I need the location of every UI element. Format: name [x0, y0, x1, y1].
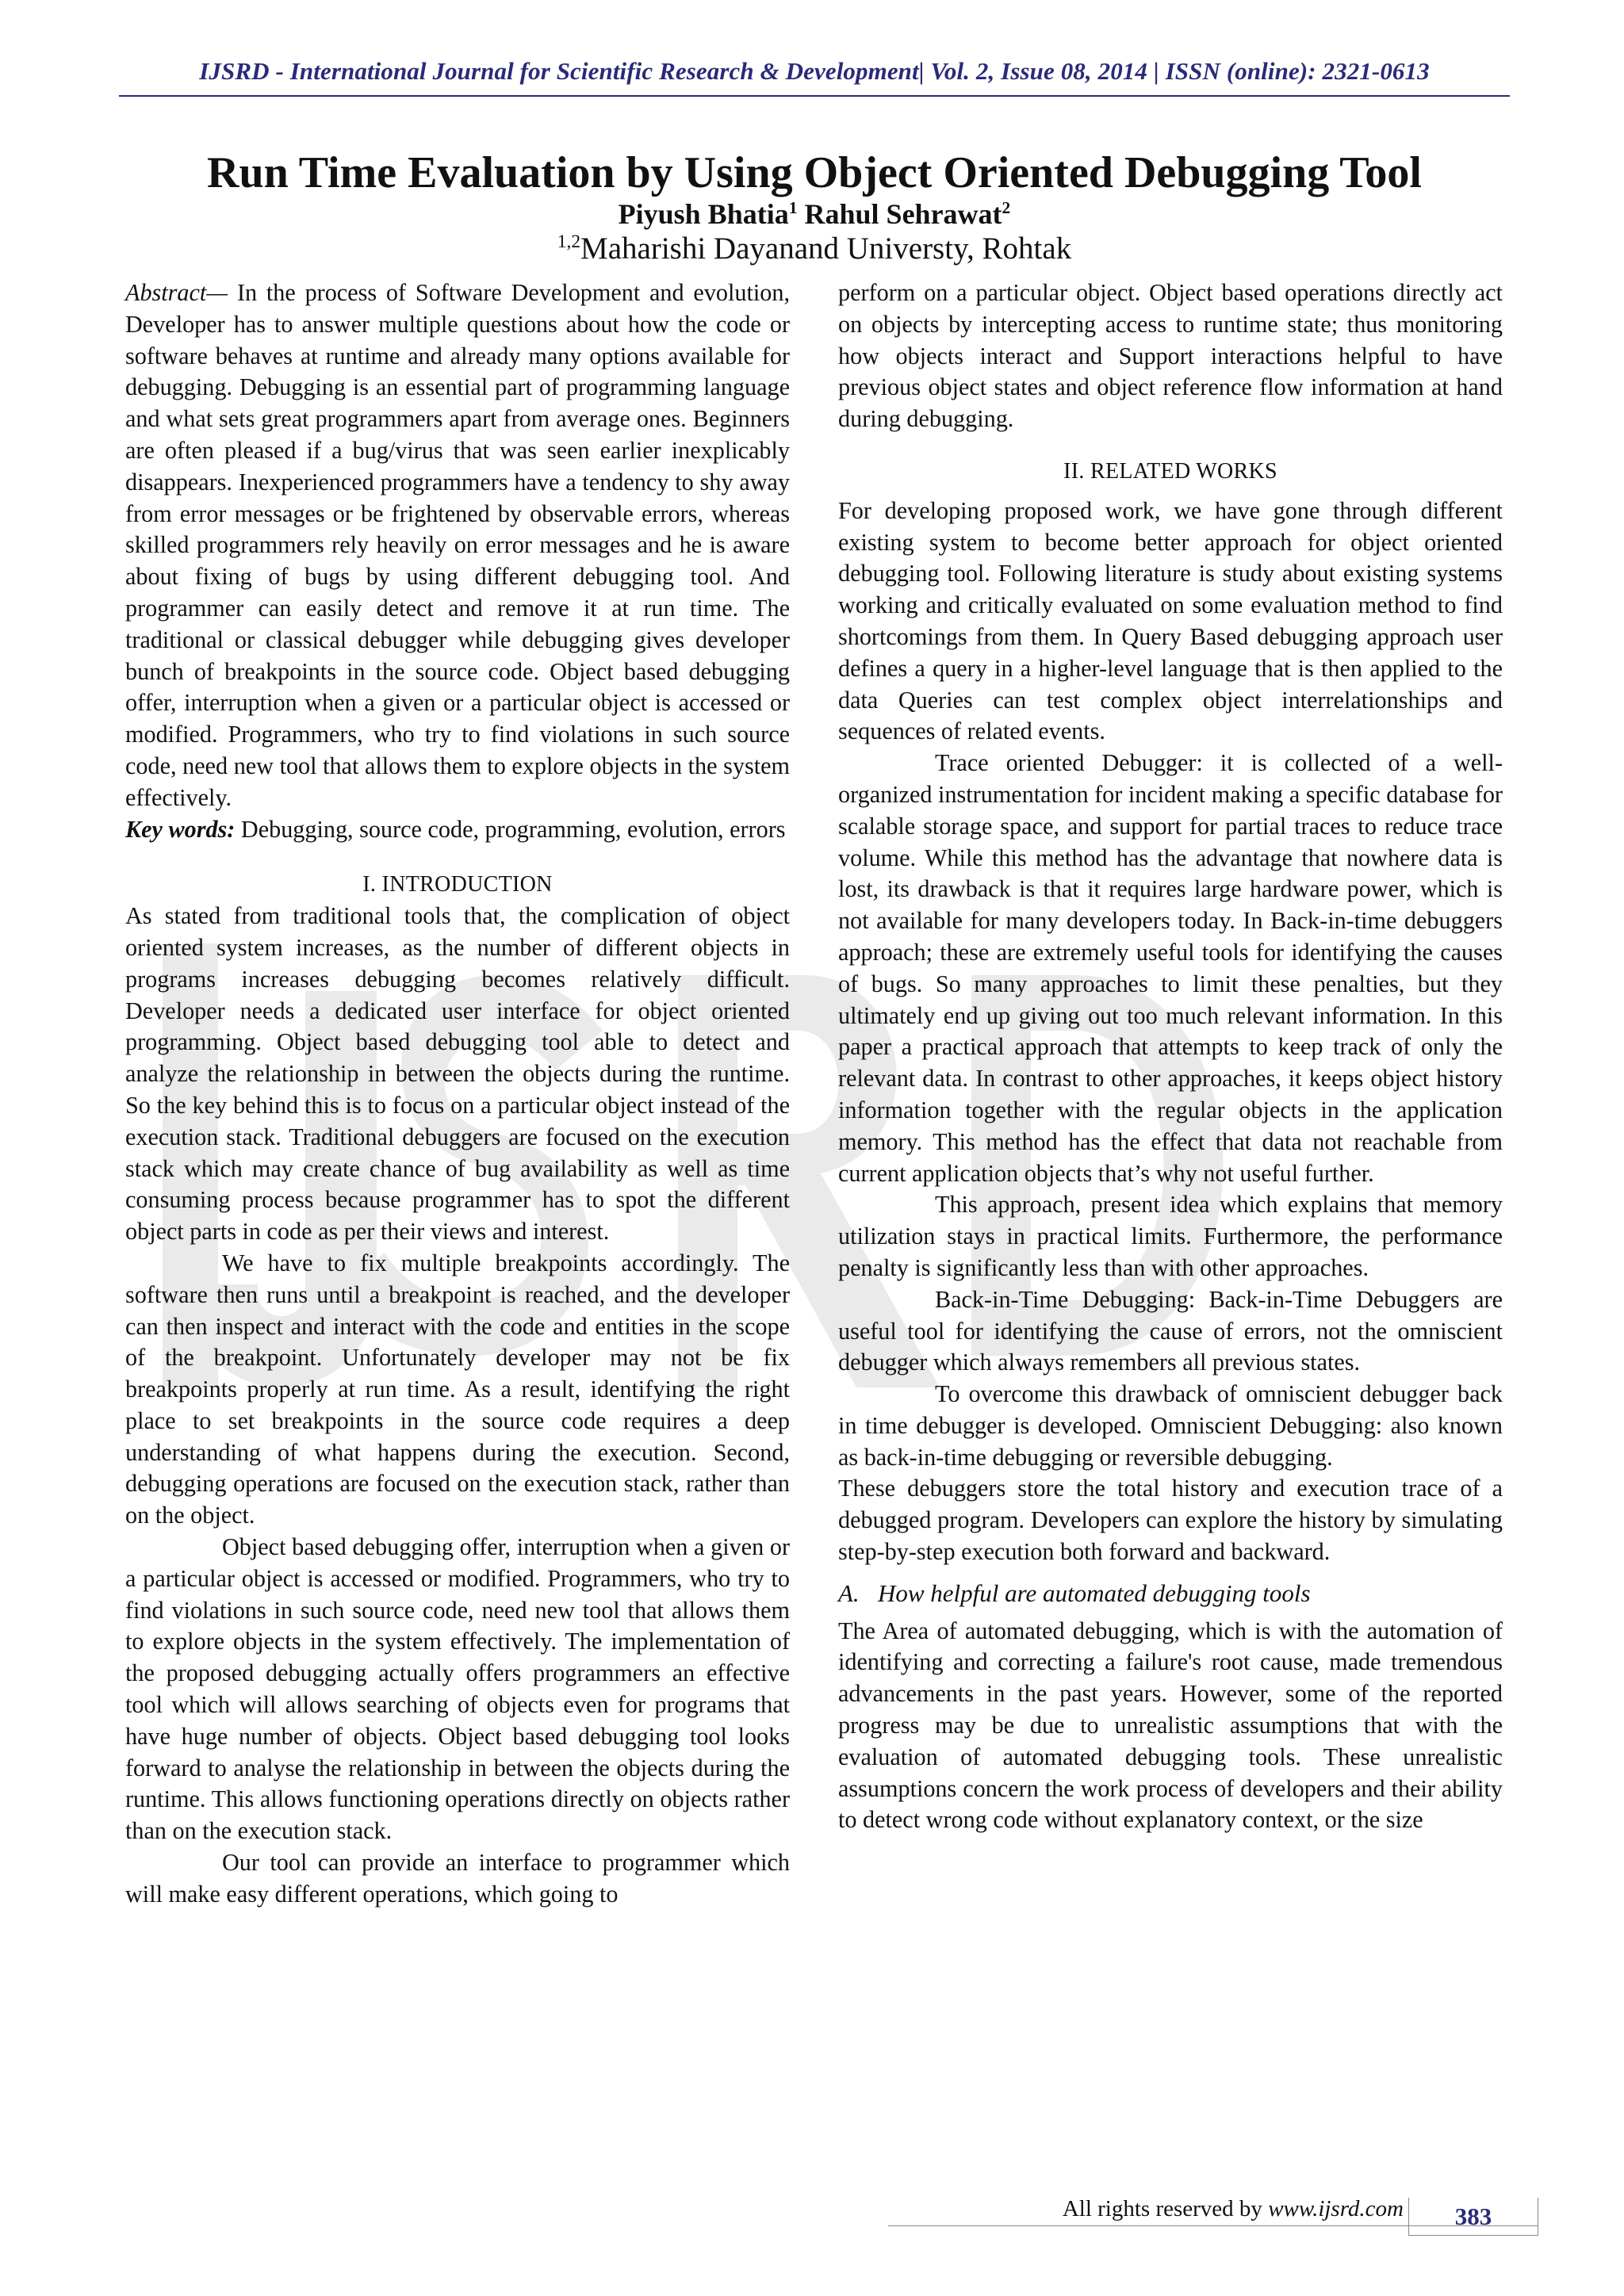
journal-header: IJSRD - International Journal for Scientific Research & Development| Vol. 2, Issue 08, 2014 | ISSN (online): 2321-0613 — [199, 57, 1430, 85]
page-number: 383 — [1408, 2198, 1538, 2236]
intro-paragraph: Our tool can provide an interface to programmer which will make easy different operations, which going to — [125, 1849, 790, 1908]
keywords — [125, 814, 790, 846]
section-title-initial: I — [381, 872, 390, 897]
affiliation-name: Maharishi Dayanand Universty, Rohtak — [580, 232, 1072, 266]
subsection-heading-automated-tools — [838, 1578, 1503, 1609]
subsection-title: How helpful are automated debugging tools — [877, 1578, 1311, 1607]
affiliation-mark: 1,2 — [557, 232, 581, 252]
footer-rights — [1031, 2196, 1404, 2222]
keywords-label: Key words: — [125, 815, 236, 843]
related-paragraph: These debuggers store the total history and execution trace of a debugged program. Developers can explore the history by simulating step-by-step execution both forward and backward. — [838, 1475, 1503, 1566]
subsection-paragraph: The Area of automated debugging, which is with the automation of identifying and correcting a failure's root cause, made tremendous advancements in the past years. However, some of the reported progress may be due to unrealistic assumptions that with the evaluation of automated debugging tools. These unrealistic assumptions concern the work process of developers and their ability to detect wrong code without explanatory context, or the size — [838, 1617, 1503, 1834]
affiliation-line — [119, 230, 1510, 268]
section-number: II. — [1063, 458, 1085, 484]
author-line — [119, 197, 1510, 232]
related-paragraph: Back-in-Time Debugging: Back-in-Time Debuggers are useful tool for identifying the cause of errors, not the omniscient debugger which always remembers all previous states. — [838, 1285, 1503, 1376]
intro-paragraph: We have to fix multiple breakpoints accordingly. The software then runs until a breakpoint is reached, and the developer can then inspect and interact with the code and entities in the scope of the breakpoint. Unfortunately developer may not be fix breakpoints properly at run time. As a result, identifying the right place to set breakpoints in the source code requires a deep understanding of what happens during the execution. Second, debugging operations are focused on the execution stack, rather than on the object. — [125, 1249, 790, 1529]
related-paragraph: Trace oriented Debugger: it is collected of a well-organized instrumentation for incident making a specific database for scalable storage space, and support for partial traces to reduce trace volume. While this method has the advantage that nowhere data is lost, its drawback is that it requires large hardware power, which is not available for many developers today. In Back-in-time debuggers approach; these are extremely useful tools for identifying the causes of bugs. So many approaches to limit these penalties, but they ultimately end up giving out too much relevant information. In this paper a practical approach that attempts to keep track of only the relevant data. In contrast to other approaches, it keeps object history information together with the regular objects in the application memory. This method has the effect that data not reachable from current application objects that’s why not useful further. — [838, 749, 1503, 1187]
header-rule — [119, 95, 1510, 97]
section-title-rest: NTRODUCTION — [389, 872, 553, 897]
related-paragraph: This approach, present idea which explains that memory utilization stays in practical limits. Furthermore, the performance penalty is significantly less than with other approaches. — [838, 1191, 1503, 1281]
section-title-rest: ELATED WORKS — [1105, 458, 1277, 484]
intro-paragraph: As stated from traditional tools that, the complication of object oriented system increases, as the number of different objects in programs increases debugging becomes relatively difficult. Developer needs a dedicated user interface for object oriented programming. Object based debugging tool able to detect and analyze the relationship in between the objects during the runtime. So the key behind this is to focus on a particular object instead of the execution stack. Traditional debuggers are focused on the execution stack which may create chance of bug availability as well as time consuming process because programmer has to spot the different object parts in code as per their views and interest. — [125, 902, 790, 1246]
author-affiliation-mark: 2 — [1002, 198, 1011, 217]
author-name: Rahul Sehrawat — [804, 198, 1002, 230]
section-title-initial: R — [1090, 458, 1105, 484]
section-heading-related-works — [838, 456, 1503, 488]
right-column — [838, 277, 1503, 1836]
keywords-text: Debugging, source code, programming, evolution, errors — [235, 815, 786, 843]
left-column — [125, 277, 790, 1911]
author-affiliation-mark: 1 — [788, 198, 798, 217]
abstract-text: In the process of Software Development and evolution, Developer has to answer multiple questions about how the code or software behaves at runtime and already many options available for debugging. Debugging is an essential part of programming language and what sets great programmers apart from average ones. Beginners are often pleased if a bug/virus that was seen earlier inexplicably disappears. Inexperienced programmers have a tendency to shy away from error messages or be frightened by observable errors, whereas skilled programmers rely heavily on error messages and he is aware about fixing of bugs by using different debugging tool. And programmer can easily detect and remove it at run time. The traditional or classical debugger while debugging gives developer bunch of breakpoints in the source code. Object based debugging offer, interruption when a given or a particular object is accessed or modified. Programmers, who try to find violations in such source code, need new tool that allows them to explore objects in the system effectively. — [125, 279, 790, 811]
author-name: Piyush Bhatia — [618, 198, 789, 230]
section-number: I. — [362, 872, 377, 897]
footer-site-link[interactable]: www.ijsrd.com — [1268, 2196, 1404, 2221]
footer-rights-text: All rights reserved by — [1062, 2196, 1269, 2221]
subsection-number: A. — [838, 1578, 860, 1607]
abstract-label: Abstract— — [125, 279, 228, 306]
paper-title: Run Time Evaluation by Using Object Oriented Debugging Tool — [207, 148, 1422, 197]
abstract — [125, 277, 790, 814]
intro-paragraph-continued: perform on a particular object. Object based operations directly act on objects by intercepting access to runtime state; thus monitoring how objects interact and Support interactions helpful to have previous object states and object reference flow information at hand during debugging. — [838, 279, 1503, 433]
related-paragraph: For developing proposed work, we have gone through different existing system to become better approach for object oriented debugging tool. Following literature is study about existing systems working and critically evaluated on some evaluation method to find shortcomings from them. In Query Based debugging approach user defines a query in a higher-level language that is then applied to the data Queries can test complex object interrelationships and sequences of related events. — [838, 496, 1503, 745]
section-heading-introduction — [125, 869, 790, 901]
intro-paragraph: Object based debugging offer, interruption when a given or a particular object is accessed or modified. Programmers, who try to find violations in such source code, need new tool that allows them to explore objects in the system effectively. The implementation of the proposed debugging actually offers programmers an effective tool which will allows searching of objects even for programs that have huge number of objects. Object based debugging tool looks forward to analyse the relationship in between the objects during the runtime. This allows functioning operations directly on objects rather than on the execution stack. — [125, 1533, 790, 1845]
related-paragraph: To overcome this drawback of omniscient debugger back in time debugger is developed. Omniscient Debugging: also known as back-in-time debugging or reversible debugging. — [838, 1380, 1503, 1471]
